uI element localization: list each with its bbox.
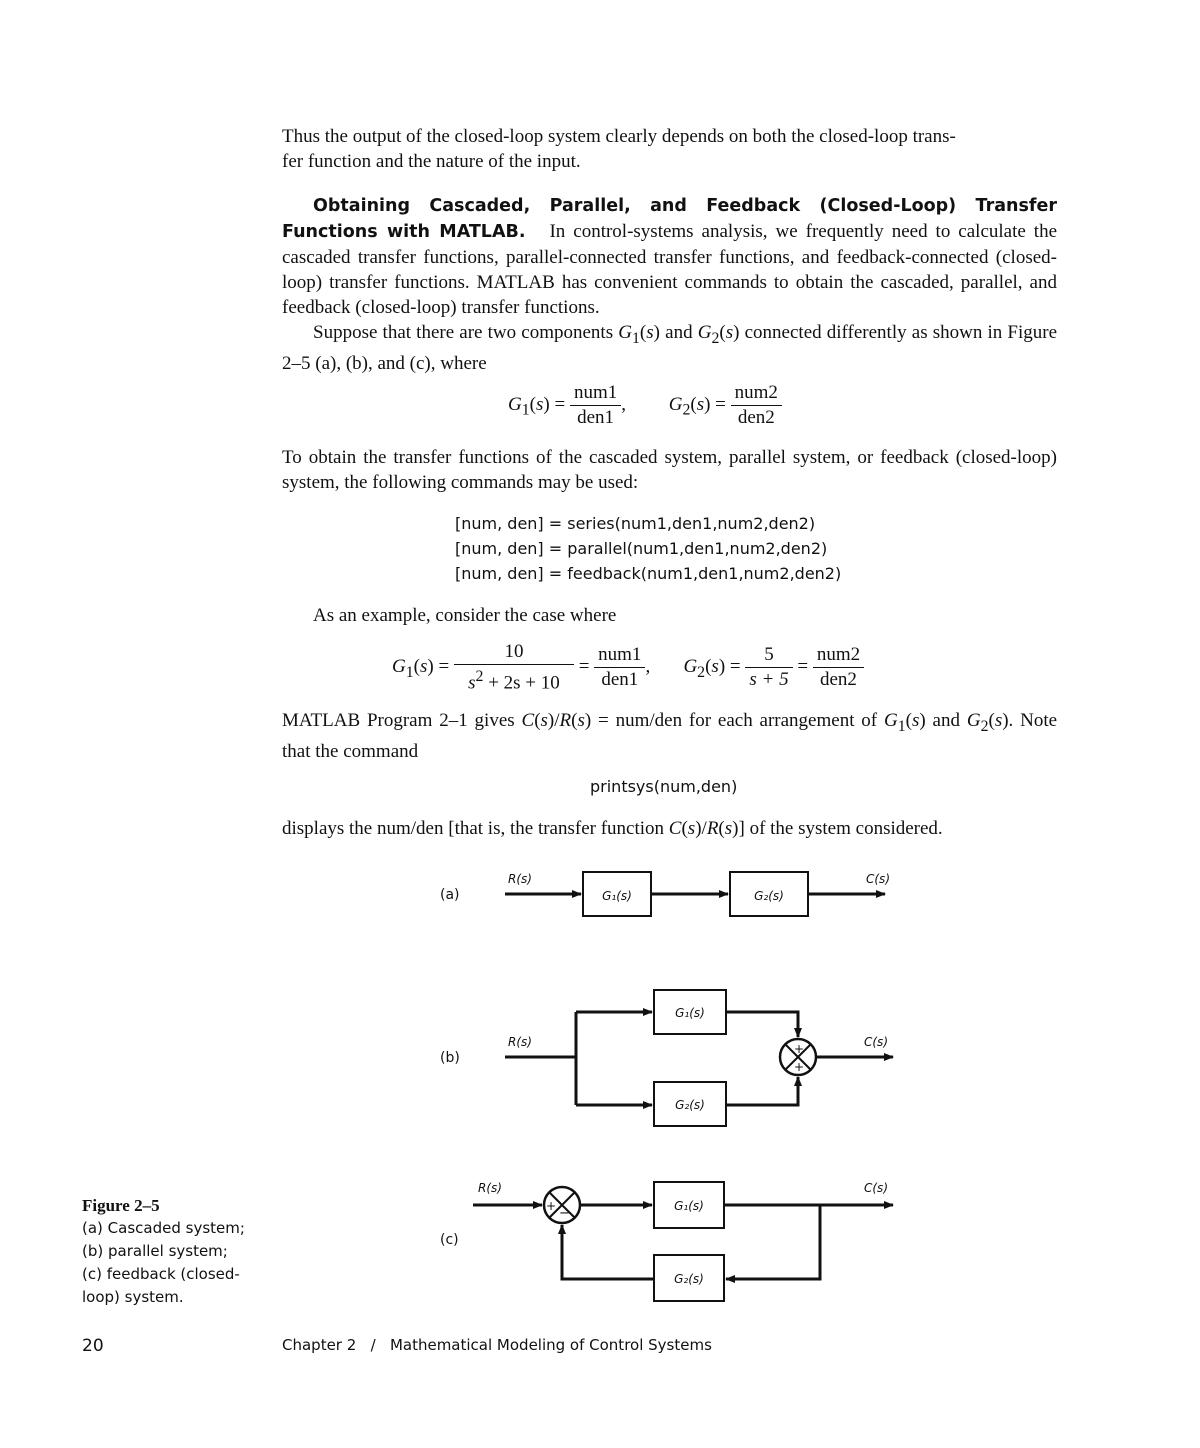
page-number: 20 — [82, 1336, 104, 1356]
eq1-den2: den2 — [737, 407, 775, 428]
label-b: (b) — [440, 1050, 460, 1066]
b-g2-label: G₂(s) — [675, 1098, 705, 1112]
b-input-label: R(s) — [508, 1035, 532, 1049]
eq1-den1: den1 — [577, 407, 615, 428]
b-plus-bottom: + — [794, 1060, 805, 1074]
c-feedback-path — [726, 1205, 820, 1279]
b-output-label: C(s) — [864, 1035, 888, 1049]
a-g1-label: G₁(s) — [602, 889, 632, 903]
equation-g-defs: $G_1(s)$ = $\frac{\text{num1}}{\text{den1}}$ , $G_2(s)$ = $\frac{\text{num2}}{\text{den2}}$ — [508, 381, 782, 430]
a-g2-label: G₂(s) — [754, 889, 784, 903]
c-g1-label: G₁(s) — [674, 1199, 704, 1213]
program-paragraph: MATLAB Program 2–1 gives C(s)/R(s) = num/den for each arrangement of $G_1(s)$ and $G_2(s)$. Note that the command — [282, 710, 1058, 762]
label-c: (c) — [440, 1232, 459, 1248]
eq2-den1: den1 — [601, 669, 639, 691]
displays-post: of the system considered. — [749, 818, 943, 839]
displays-pre: displays the num/den — [282, 818, 444, 839]
intro-line-2: fer function and the nature of the input. — [282, 151, 581, 172]
c-feedback-return — [562, 1225, 654, 1279]
eq2-g1-num: 10 — [454, 640, 574, 665]
b-top-to-sum — [726, 1012, 798, 1037]
program-post: . Note that the command — [282, 710, 1058, 762]
caption-title: Figure 2–5 — [82, 1196, 160, 1215]
suppose-paragraph: Suppose that there are two components $G_1(s)$ and $G_2(s)$ connected differently as shown in Figure 2–5 (a), (b), and (c), where — [282, 322, 1058, 374]
caption-line: (c) feedback (closed- — [82, 1265, 240, 1283]
chapter-footer: Chapter 2 / Mathematical Modeling of Control Systems — [282, 1336, 712, 1354]
b-g1-label: G₁(s) — [675, 1006, 705, 1020]
eq2-g1-den-rest: + 2s + 10 — [483, 672, 560, 694]
eq1-num1: num1 — [570, 381, 621, 406]
caption-line: (a) Cascaded system; — [82, 1219, 245, 1237]
displays-mid: that is, the transfer function — [454, 818, 665, 839]
c-g2-label: G₂(s) — [674, 1272, 704, 1286]
suppose-mid: and — [665, 322, 693, 343]
eq2-g2-den: s + 5 — [749, 669, 789, 691]
c-plus-sign: + — [546, 1199, 557, 1213]
a-input-label: R(s) — [508, 872, 532, 886]
program-and: and — [932, 710, 960, 731]
obtain-text: To obtain the transfer functions of the cascaded system, parallel system, or feedback (closed-loop) system, the following commands may be used: — [282, 447, 1057, 493]
command-series: [num, den] = series(num1,den1,num2,den2) — [455, 514, 816, 533]
eq2-g2-num: 5 — [745, 643, 792, 668]
example-text: As an example, consider the case where — [313, 605, 617, 626]
section-heading: Obtaining Cascaded, Parallel, and Feedback (Closed-Loop) Transfer Functions with MATLAB. — [282, 196, 1057, 242]
eq2-num2: num2 — [813, 643, 864, 668]
c-input-label: R(s) — [478, 1181, 502, 1195]
printsys-command: printsys(num,den) — [590, 777, 738, 796]
eq2-g1-den-exp: 2 — [475, 668, 484, 685]
command-parallel: [num, den] = parallel(num1,den1,num2,den2) — [455, 539, 828, 558]
program-pre: MATLAB Program 2–1 gives — [282, 710, 515, 731]
b-plus-top: + — [794, 1042, 805, 1056]
displays-paragraph: displays the num/den [that is, the transfer function C(s)/R(s)] of the system considered. — [282, 818, 943, 839]
command-feedback: [num, den] = feedback(num1,den1,num2,den2) — [455, 564, 842, 583]
a-output-label: C(s) — [866, 872, 890, 886]
b-bottom-to-sum — [726, 1077, 798, 1105]
c-minus-sign: − — [559, 1206, 570, 1221]
eq2-num1: num1 — [594, 643, 645, 668]
program-mid: = num/den for each arrangement of — [598, 710, 878, 731]
equation-example: $G_1(s)$ = $\frac{10}{s^2 + 2s + 10}$ = $\frac{\text{num1}}{\text{den1}}$ , $G_2(s)$ = $\frac{5}{s + 5}$ = $\frac{\text{num2}}{\text{den2}}$ — [392, 640, 864, 695]
caption-line: loop) system. — [82, 1288, 184, 1306]
eq2-den2: den2 — [819, 669, 857, 691]
caption-line: (b) parallel system; — [82, 1242, 228, 1260]
section-body: In control-systems analysis, we frequently need to calculate the cascaded transfer functions, parallel-connected transfer functions, and feedback-connected (closed-loop) transfer functions. MATLAB has convenient commands to obtain the cascaded, parallel, and feedback (closed-loop) transfer functions. — [282, 221, 1058, 318]
eq1-num2: num2 — [731, 381, 782, 406]
intro-line-1: Thus the output of the closed-loop system clearly depends on both the closed-loop trans- — [282, 126, 956, 147]
figure-caption — [82, 1194, 262, 1309]
label-a: (a) — [440, 887, 460, 903]
c-output-label: C(s) — [864, 1181, 888, 1195]
suppose-pre: Suppose that there are two components — [313, 322, 614, 343]
suppose-post: connected differently as shown in Figure 2–5 (a), (b), and (c), where — [282, 322, 1058, 374]
eq2-g1-den-s: s — [468, 672, 476, 694]
